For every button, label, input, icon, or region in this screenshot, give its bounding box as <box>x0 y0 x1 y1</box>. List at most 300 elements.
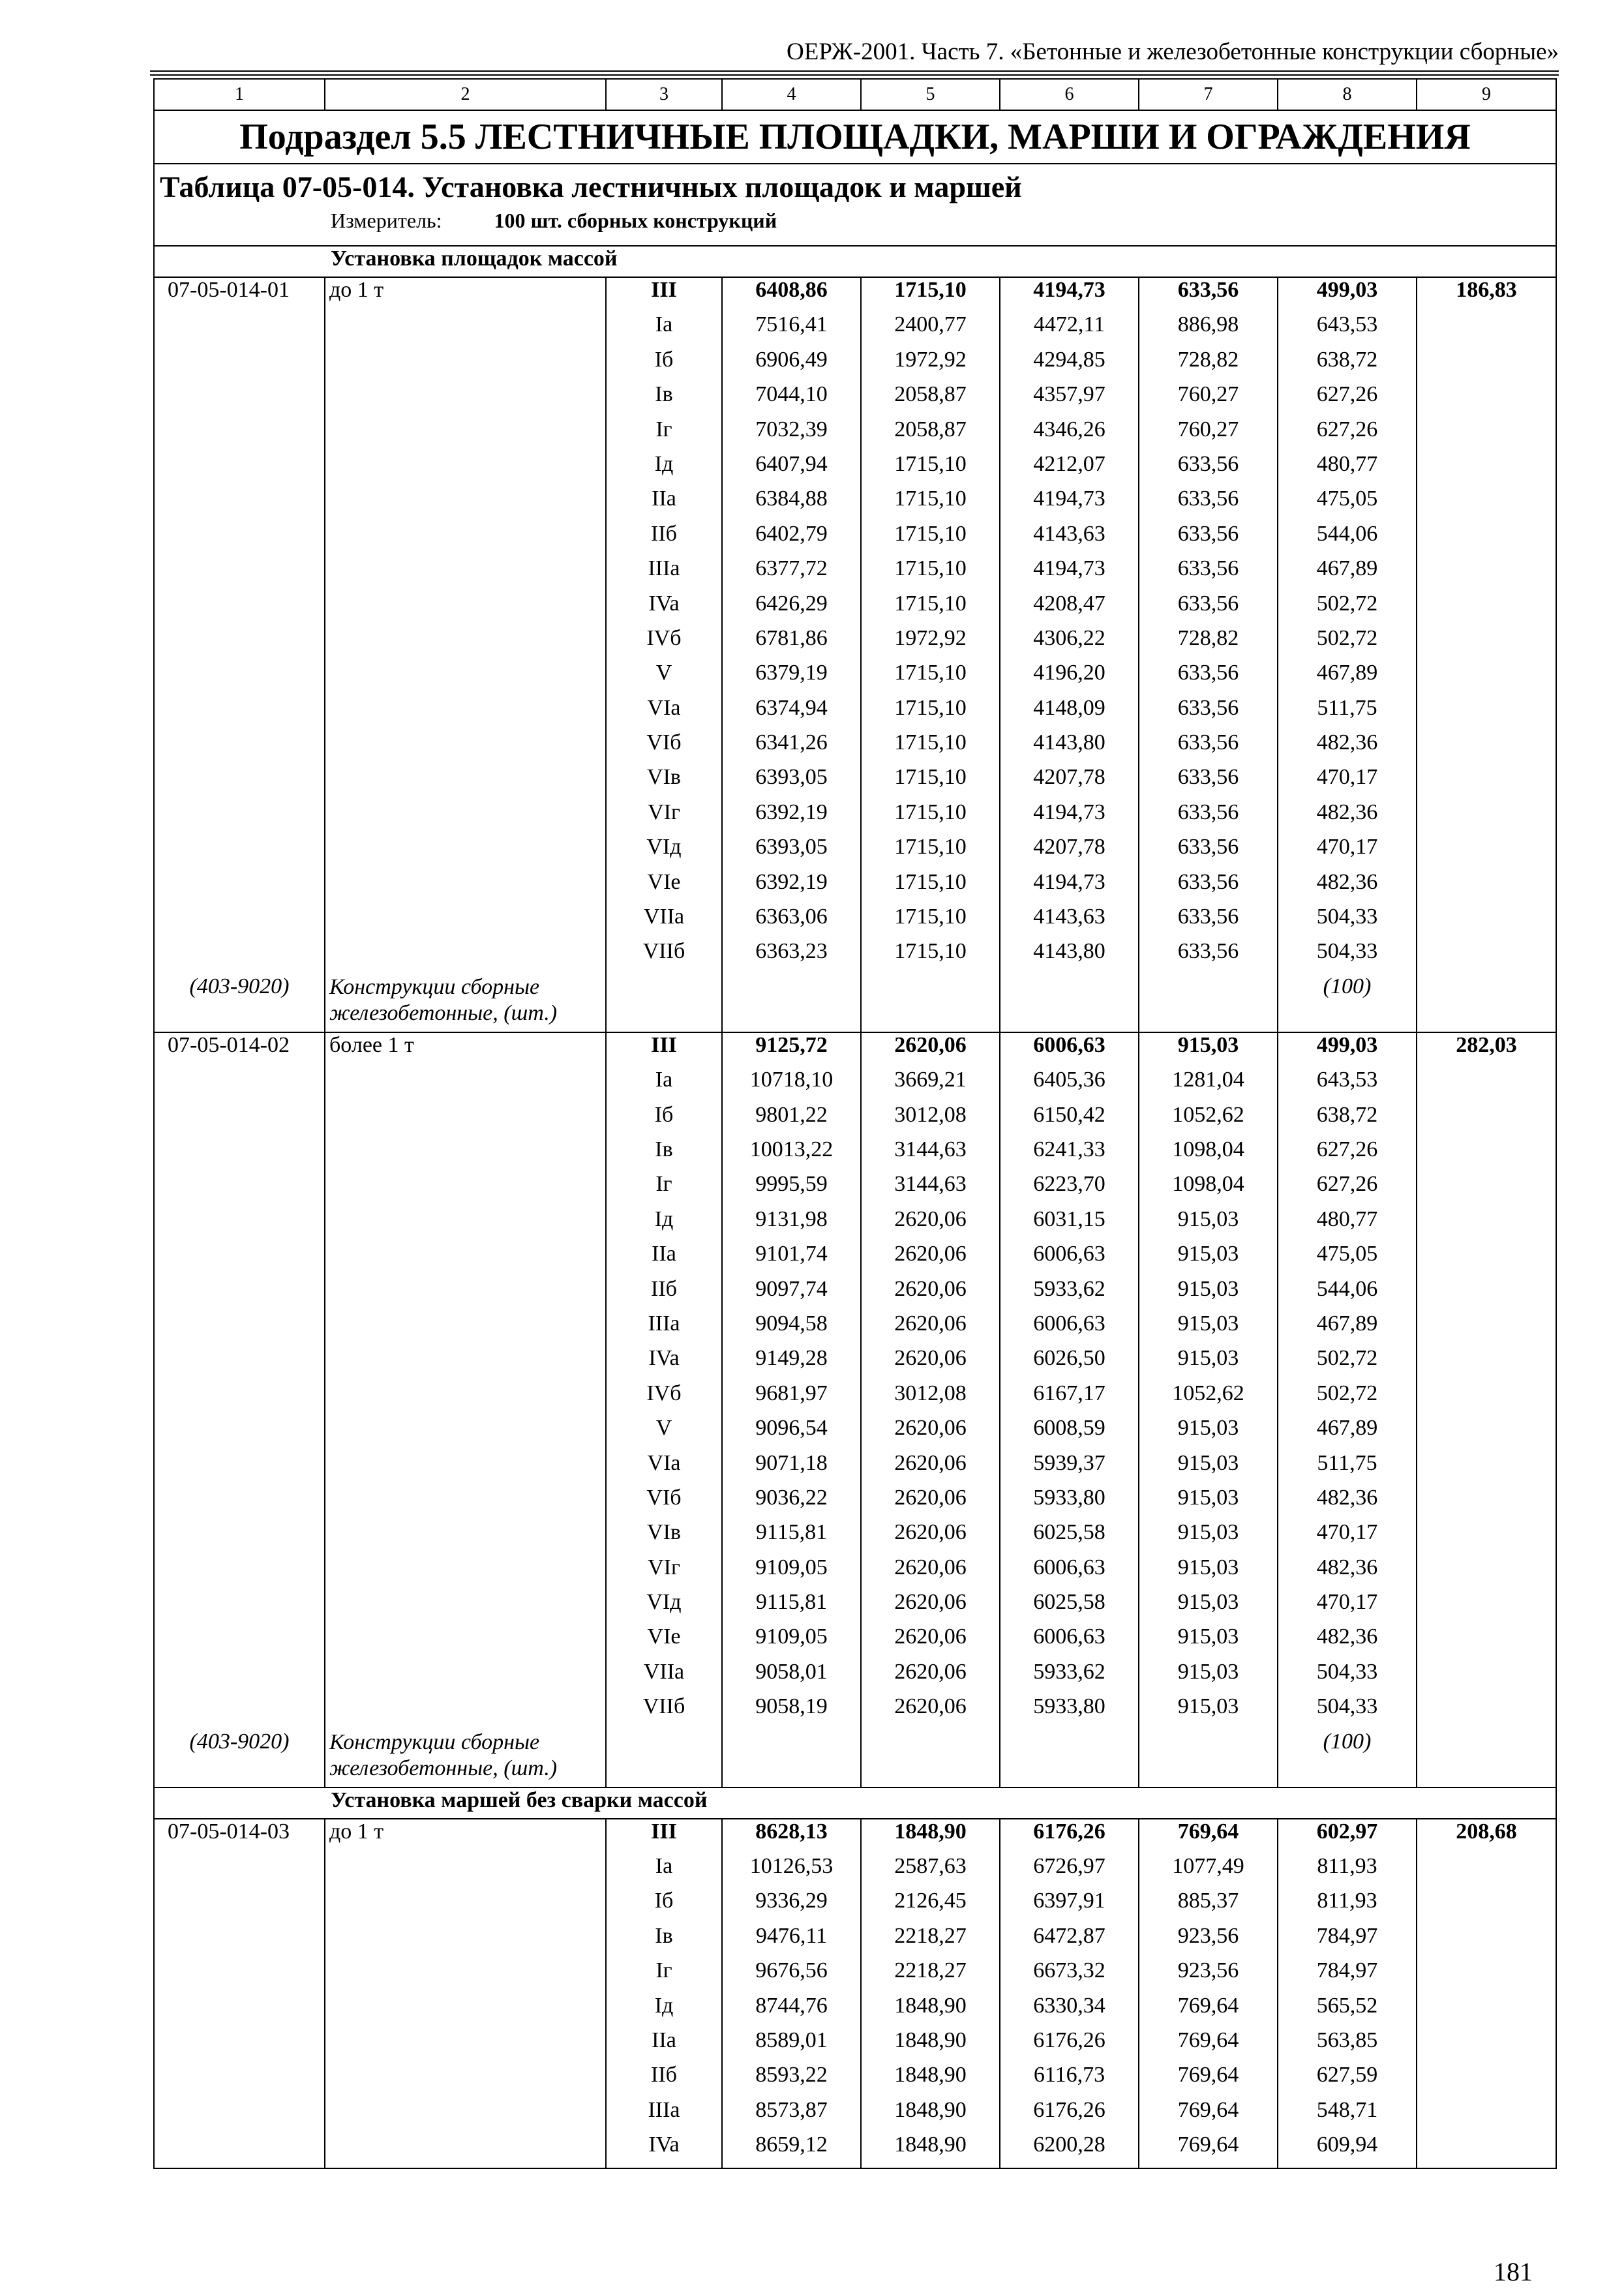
value-cell: 467,89 <box>1278 1416 1417 1450</box>
note-code: (403-9020) <box>154 974 325 1032</box>
value-cell: 4346,26 <box>1000 417 1139 452</box>
value-cell: 10718,10 <box>722 1068 861 1102</box>
empty-cell <box>1417 1172 1556 1206</box>
running-header: ОЕРЖ-2001. Часть 7. «Бетонные и железобетонные конструкции сборные» <box>787 38 1559 65</box>
value-cell: 769,64 <box>1139 1994 1278 2028</box>
value-cell: 633,56 <box>1139 765 1278 800</box>
note-code: (403-9020) <box>154 1729 325 1788</box>
table-row <box>154 1520 1556 1555</box>
empty-cell <box>154 1242 325 1276</box>
value-cell: 4357,97 <box>1000 382 1139 417</box>
empty-cell <box>1417 2063 1556 2097</box>
empty-cell <box>1417 1590 1556 1624</box>
empty-cell <box>325 1172 606 1206</box>
value-cell: 2620,06 <box>861 1694 1000 1729</box>
empty-cell <box>1417 1924 1556 1958</box>
value-cell: 8659,12 <box>722 2132 861 2168</box>
value-cell: 923,56 <box>1139 1958 1278 1993</box>
table-row <box>154 486 1556 521</box>
value-cell: 10126,53 <box>722 1854 861 1889</box>
empty-cell <box>154 730 325 765</box>
unit-line <box>154 209 1556 246</box>
empty-cell <box>154 452 325 486</box>
zone-code: Iг <box>606 1172 722 1206</box>
value-cell: 1848,90 <box>861 1819 1000 1854</box>
value-cell: 643,53 <box>1278 1068 1417 1102</box>
empty-cell <box>154 1346 325 1381</box>
zone-code: Iб <box>606 348 722 382</box>
value-cell: 638,72 <box>1278 1103 1417 1137</box>
value-cell: 1052,62 <box>1139 1381 1278 1416</box>
value-cell: 1848,90 <box>861 2063 1000 2097</box>
value-cell: 504,33 <box>1278 1694 1417 1729</box>
value-cell: 5933,62 <box>1000 1660 1139 1694</box>
zone-code: Iв <box>606 382 722 417</box>
value-cell: 915,03 <box>1139 1416 1278 1450</box>
empty-cell <box>325 2028 606 2063</box>
value-cell: 2620,06 <box>861 1242 1000 1276</box>
empty-cell <box>154 1590 325 1624</box>
empty-cell <box>325 1068 606 1102</box>
table-row <box>154 730 1556 765</box>
empty-cell <box>1417 870 1556 905</box>
table-row <box>154 1819 1556 1854</box>
empty-cell <box>325 1381 606 1416</box>
table-row <box>154 835 1556 869</box>
table-row <box>154 1451 1556 1486</box>
value-cell: 9115,81 <box>722 1520 861 1555</box>
table-row <box>154 1277 1556 1311</box>
value-cell: 1098,04 <box>1139 1137 1278 1172</box>
value-cell: 4194,73 <box>1000 800 1139 835</box>
value-cell: 2620,06 <box>861 1311 1000 1346</box>
value-cell: 3012,08 <box>861 1103 1000 1137</box>
zone-code: IIIa <box>606 1311 722 1346</box>
empty-cell <box>325 730 606 765</box>
table-row <box>154 1416 1556 1450</box>
value-cell: 4207,78 <box>1000 835 1139 869</box>
value-cell: 4143,80 <box>1000 730 1139 765</box>
empty-cell <box>1000 974 1139 1032</box>
value-cell: 6341,26 <box>722 730 861 765</box>
zone-code: Iб <box>606 1889 722 1923</box>
value-cell: 4306,22 <box>1000 626 1139 661</box>
empty-cell <box>1417 1660 1556 1694</box>
empty-cell <box>325 1624 606 1659</box>
rate-name: до 1 т <box>325 1819 606 1854</box>
value-cell: 3669,21 <box>861 1068 1000 1102</box>
empty-cell <box>154 1958 325 1993</box>
value-cell: 6176,26 <box>1000 2098 1139 2132</box>
subsection-title: Установка маршей без сварки массой <box>154 1788 1556 1819</box>
table-row <box>154 382 1556 417</box>
value-cell: 760,27 <box>1139 382 1278 417</box>
zone-code: Iд <box>606 1207 722 1242</box>
empty-cell <box>154 1660 325 1694</box>
value-cell: 4143,63 <box>1000 522 1139 556</box>
value-cell: 2620,06 <box>861 1590 1000 1624</box>
value-cell: 502,72 <box>1278 626 1417 661</box>
table-row <box>154 1854 1556 1889</box>
value-cell: 1715,10 <box>861 277 1000 312</box>
empty-cell <box>325 1137 606 1172</box>
value-cell: 9036,22 <box>722 1486 861 1520</box>
empty-cell <box>1417 1624 1556 1659</box>
empty-cell <box>1417 939 1556 974</box>
empty-cell <box>325 1346 606 1381</box>
value-cell: 502,72 <box>1278 1346 1417 1381</box>
value-cell: 811,93 <box>1278 1889 1417 1923</box>
empty-cell <box>1139 1729 1278 1788</box>
col-number: 5 <box>861 79 1000 110</box>
value-cell: 6393,05 <box>722 765 861 800</box>
empty-cell <box>1417 1729 1556 1788</box>
value-cell: 2126,45 <box>861 1889 1000 1923</box>
value-cell: 2218,27 <box>861 1958 1000 1993</box>
col-number: 2 <box>325 79 606 110</box>
empty-cell <box>154 522 325 556</box>
table-row <box>154 661 1556 695</box>
table-row <box>154 1958 1556 1993</box>
col-number: 3 <box>606 79 722 110</box>
value-cell: 633,56 <box>1139 696 1278 730</box>
empty-cell <box>1417 1854 1556 1889</box>
table-row <box>154 1103 1556 1137</box>
value-cell: 9336,29 <box>722 1889 861 1923</box>
value-cell: 769,64 <box>1139 2098 1278 2132</box>
value-cell: 4194,73 <box>1000 277 1139 312</box>
empty-cell <box>1417 765 1556 800</box>
table-row <box>154 556 1556 591</box>
value-cell: 6031,15 <box>1000 1207 1139 1242</box>
zone-code: IIa <box>606 2028 722 2063</box>
value-cell: 6006,63 <box>1000 1311 1139 1346</box>
value-cell: 504,33 <box>1278 1660 1417 1694</box>
value-cell: 482,36 <box>1278 1486 1417 1520</box>
zone-code: IVa <box>606 591 722 626</box>
value-cell: 2620,06 <box>861 1660 1000 1694</box>
value-cell: 467,89 <box>1278 661 1417 695</box>
zone-code: VIa <box>606 1451 722 1486</box>
value-cell: 482,36 <box>1278 800 1417 835</box>
value-cell: 2620,06 <box>861 1416 1000 1450</box>
value-cell: 633,56 <box>1139 800 1278 835</box>
value-cell: 475,05 <box>1278 486 1417 521</box>
value-cell: 728,82 <box>1139 348 1278 382</box>
value-cell: 6379,19 <box>722 661 861 695</box>
value-cell: 9149,28 <box>722 1346 861 1381</box>
value-cell: 1848,90 <box>861 2132 1000 2168</box>
note-qty: (100) <box>1278 1729 1417 1788</box>
value-cell: 9097,74 <box>722 1277 861 1311</box>
value-cell: 627,26 <box>1278 417 1417 452</box>
value-cell: 609,94 <box>1278 2132 1417 2168</box>
value-cell: 2587,63 <box>861 1854 1000 1889</box>
empty-cell <box>1417 1242 1556 1276</box>
zone-code: Iд <box>606 452 722 486</box>
value-cell: 4196,20 <box>1000 661 1139 695</box>
table-row <box>154 2132 1556 2168</box>
value-cell: 4294,85 <box>1000 348 1139 382</box>
note-qty: (100) <box>1278 974 1417 1032</box>
empty-cell <box>325 870 606 905</box>
value-cell: 482,36 <box>1278 1624 1417 1659</box>
value-cell: 9476,11 <box>722 1924 861 1958</box>
empty-cell <box>722 1729 861 1788</box>
value-cell: 769,64 <box>1139 2063 1278 2097</box>
unit-label: Измеритель: <box>331 209 442 232</box>
empty-cell <box>154 382 325 417</box>
material-note-row <box>154 1729 1556 1788</box>
value-cell: 9676,56 <box>722 1958 861 1993</box>
value-cell: 3012,08 <box>861 1381 1000 1416</box>
value-cell: 633,56 <box>1139 522 1278 556</box>
empty-cell <box>154 800 325 835</box>
value-cell: 1098,04 <box>1139 1172 1278 1206</box>
value-cell: 4207,78 <box>1000 765 1139 800</box>
value-cell: 2620,06 <box>861 1451 1000 1486</box>
rate-code: 07-05-014-01 <box>154 277 325 312</box>
value-cell: 6781,86 <box>722 626 861 661</box>
value-cell: 1715,10 <box>861 591 1000 626</box>
value-cell: 4472,11 <box>1000 312 1139 347</box>
value-cell: 511,75 <box>1278 696 1417 730</box>
value-cell: 1715,10 <box>861 765 1000 800</box>
value-cell: 6025,58 <box>1000 1590 1139 1624</box>
value-cell: 915,03 <box>1139 1590 1278 1624</box>
value-cell: 6384,88 <box>722 486 861 521</box>
value-cell: 565,52 <box>1278 1994 1417 2028</box>
value-cell: 915,03 <box>1139 1520 1278 1555</box>
zone-code: VIa <box>606 696 722 730</box>
empty-cell <box>325 626 606 661</box>
empty-cell <box>325 1451 606 1486</box>
value-cell: 915,03 <box>1139 1624 1278 1659</box>
empty-cell <box>154 1172 325 1206</box>
document-table-wrapper <box>153 78 1556 2169</box>
zone-code: VIг <box>606 1555 722 1590</box>
table-row <box>154 312 1556 347</box>
value-cell: 470,17 <box>1278 835 1417 869</box>
value-cell: 6006,63 <box>1000 1032 1139 1068</box>
table-row <box>154 1068 1556 1102</box>
value-cell: 915,03 <box>1139 1555 1278 1590</box>
table-row <box>154 1242 1556 1276</box>
zone-code: VIIa <box>606 1660 722 1694</box>
empty-cell <box>325 1555 606 1590</box>
value-cell: 1052,62 <box>1139 1103 1278 1137</box>
empty-cell <box>1417 974 1556 1032</box>
zone-code: V <box>606 661 722 695</box>
value-cell: 9131,98 <box>722 1207 861 1242</box>
table-row <box>154 2028 1556 2063</box>
zone-code: IIб <box>606 2063 722 2097</box>
value-cell: 9058,19 <box>722 1694 861 1729</box>
value-cell: 915,03 <box>1139 1660 1278 1694</box>
value-cell: 6392,19 <box>722 870 861 905</box>
value-cell: 7032,39 <box>722 417 861 452</box>
empty-cell <box>325 765 606 800</box>
empty-cell <box>154 870 325 905</box>
value-cell: 1715,10 <box>861 556 1000 591</box>
empty-cell <box>325 1694 606 1729</box>
zone-code: IVa <box>606 2132 722 2168</box>
value-cell: 6397,91 <box>1000 1889 1139 1923</box>
value-cell: 8628,13 <box>722 1819 861 1854</box>
empty-cell <box>1417 1889 1556 1923</box>
value-cell: 467,89 <box>1278 556 1417 591</box>
value-cell: 6006,63 <box>1000 1242 1139 1276</box>
value-cell: 548,71 <box>1278 2098 1417 2132</box>
empty-cell <box>1417 1381 1556 1416</box>
table-row <box>154 591 1556 626</box>
value-cell: 504,33 <box>1278 939 1417 974</box>
zone-code: III <box>606 1819 722 1854</box>
value-cell: 9101,74 <box>722 1242 861 1276</box>
value-cell: 9058,01 <box>722 1660 861 1694</box>
empty-cell <box>325 1590 606 1624</box>
value-cell: 6006,63 <box>1000 1555 1139 1590</box>
empty-cell <box>606 1729 722 1788</box>
value-cell: 9071,18 <box>722 1451 861 1486</box>
value-cell: 9115,81 <box>722 1590 861 1624</box>
empty-cell <box>1417 661 1556 695</box>
empty-cell <box>154 1889 325 1923</box>
value-cell: 784,97 <box>1278 1958 1417 1993</box>
value-cell: 4143,80 <box>1000 939 1139 974</box>
empty-cell <box>325 1416 606 1450</box>
empty-cell <box>154 2028 325 2063</box>
empty-cell <box>154 1381 325 1416</box>
value-cell: 480,77 <box>1278 1207 1417 1242</box>
value-cell: 915,03 <box>1139 1486 1278 1520</box>
empty-cell <box>325 1889 606 1923</box>
value-cell: 544,06 <box>1278 522 1417 556</box>
zone-code: VIв <box>606 765 722 800</box>
table-row <box>154 522 1556 556</box>
zone-code: V <box>606 1416 722 1450</box>
empty-cell <box>325 800 606 835</box>
value-cell: 544,06 <box>1278 1277 1417 1311</box>
empty-cell <box>325 2098 606 2132</box>
value-cell: 4212,07 <box>1000 452 1139 486</box>
empty-cell <box>1417 1958 1556 1993</box>
empty-cell <box>325 348 606 382</box>
col-number: 1 <box>154 79 325 110</box>
empty-cell <box>861 1729 1000 1788</box>
col-number: 8 <box>1278 79 1417 110</box>
value-cell: 1715,10 <box>861 939 1000 974</box>
value-cell: 1972,92 <box>861 348 1000 382</box>
empty-cell <box>1417 1068 1556 1102</box>
value-cell: 6363,06 <box>722 905 861 939</box>
table-row <box>154 1889 1556 1923</box>
empty-cell <box>1417 348 1556 382</box>
value-cell: 10013,22 <box>722 1137 861 1172</box>
empty-cell <box>325 661 606 695</box>
value-cell: 480,77 <box>1278 452 1417 486</box>
value-cell: 482,36 <box>1278 870 1417 905</box>
value-cell: 633,56 <box>1139 661 1278 695</box>
empty-cell <box>1417 312 1556 347</box>
empty-cell <box>325 556 606 591</box>
empty-cell <box>154 835 325 869</box>
empty-cell <box>1417 417 1556 452</box>
value-cell: 769,64 <box>1139 1819 1278 1854</box>
value-cell: 1715,10 <box>861 835 1000 869</box>
table-row <box>154 800 1556 835</box>
empty-cell <box>325 2132 606 2168</box>
value-cell: 638,72 <box>1278 348 1417 382</box>
value-cell: 1715,10 <box>861 522 1000 556</box>
value-cell: 1715,10 <box>861 905 1000 939</box>
zone-code: Iг <box>606 417 722 452</box>
zone-code: VIб <box>606 1486 722 1520</box>
value-cell: 6405,36 <box>1000 1068 1139 1102</box>
value-cell: 6330,34 <box>1000 1994 1139 2028</box>
zone-code: IIб <box>606 522 722 556</box>
empty-cell <box>1417 1137 1556 1172</box>
empty-cell <box>325 1994 606 2028</box>
zone-code: IIб <box>606 1277 722 1311</box>
empty-cell <box>154 312 325 347</box>
value-cell: 915,03 <box>1139 1451 1278 1486</box>
value-cell: 2620,06 <box>861 1555 1000 1590</box>
value-cell: 8573,87 <box>722 2098 861 2132</box>
value-cell: 784,97 <box>1278 1924 1417 1958</box>
value-cell: 6472,87 <box>1000 1924 1139 1958</box>
empty-cell <box>1417 1555 1556 1590</box>
value-cell: 915,03 <box>1139 1277 1278 1311</box>
value-cell: 6026,50 <box>1000 1346 1139 1381</box>
value-cell: 6374,94 <box>722 696 861 730</box>
value-cell: 470,17 <box>1278 765 1417 800</box>
zone-code: IIa <box>606 1242 722 1276</box>
value-cell: 2620,06 <box>861 1346 1000 1381</box>
zone-code: VIг <box>606 800 722 835</box>
table-row <box>154 1924 1556 1958</box>
value-cell: 627,26 <box>1278 1137 1417 1172</box>
zone-code: IVб <box>606 626 722 661</box>
value-cell: 6363,23 <box>722 939 861 974</box>
value-cell: 769,64 <box>1139 2028 1278 2063</box>
value-cell: 1281,04 <box>1139 1068 1278 1102</box>
empty-cell <box>722 974 861 1032</box>
empty-cell <box>154 1311 325 1346</box>
value-cell: 8593,22 <box>722 2063 861 2097</box>
value-cell: 633,56 <box>1139 835 1278 869</box>
empty-cell <box>325 1207 606 1242</box>
table-row <box>154 1137 1556 1172</box>
empty-cell <box>325 1277 606 1311</box>
value-cell: 886,98 <box>1139 312 1278 347</box>
value-cell: 633,56 <box>1139 905 1278 939</box>
empty-cell <box>154 939 325 974</box>
value-cell: 8589,01 <box>722 2028 861 2063</box>
value-cell: 915,03 <box>1139 1242 1278 1276</box>
note-name: Конструкции сборные железобетонные, (шт.) <box>325 974 606 1032</box>
subsection-row <box>154 1788 1556 1819</box>
empty-cell <box>606 974 722 1032</box>
value-cell: 4194,73 <box>1000 870 1139 905</box>
zone-code: VIIб <box>606 1694 722 1729</box>
empty-cell <box>1417 1994 1556 2028</box>
value-cell: 470,17 <box>1278 1520 1417 1555</box>
empty-cell <box>1417 1486 1556 1520</box>
empty-cell <box>325 522 606 556</box>
value-cell: 728,82 <box>1139 626 1278 661</box>
table-row <box>154 626 1556 661</box>
